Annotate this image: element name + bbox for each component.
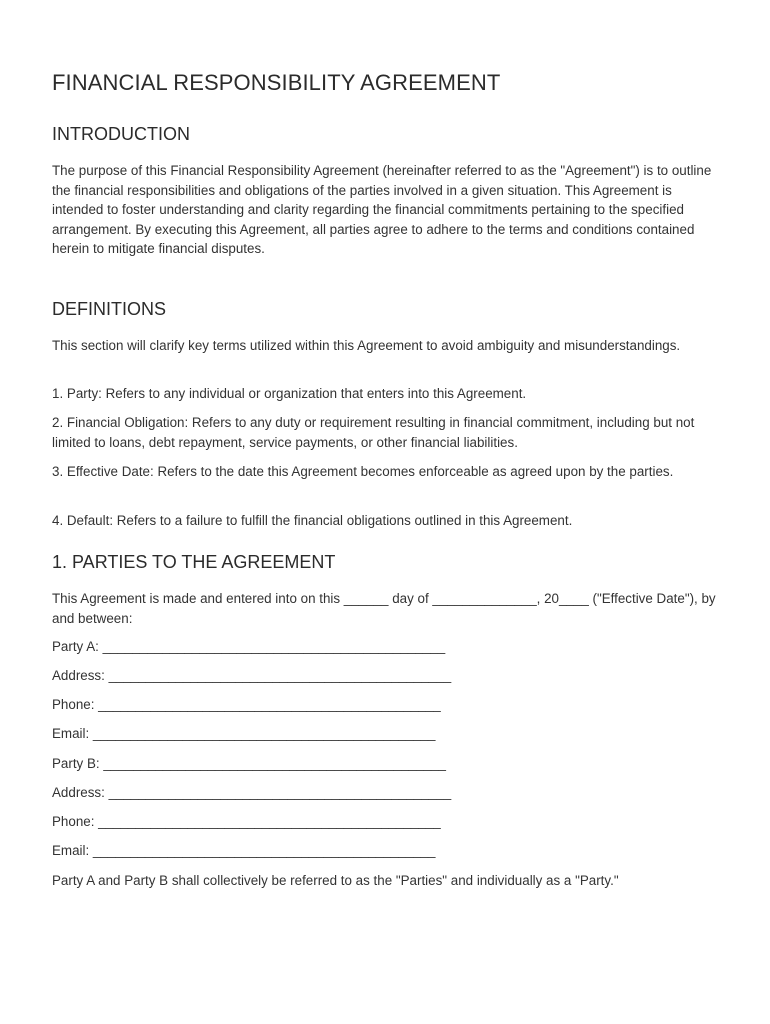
parties-closing: Party A and Party B shall collectively be referred to as the "Parties" and individually as a "Party." (52, 873, 619, 888)
introduction-heading: INTRODUCTION (52, 124, 190, 144)
definition-item-default: 4. Default: Refers to a failure to fulfill the financial obligations outlined in this Agreement. (52, 513, 573, 528)
definition-item-party: 1. Party: Refers to any individual or organization that enters into this Agreement. (52, 386, 527, 401)
party-a-name-field[interactable]: Party A: ______________________________________________ (52, 639, 446, 654)
party-b-name-field[interactable]: Party B: ______________________________________________ (52, 756, 446, 771)
definitions-intro: This section will clarify key terms utilized within this Agreement to avoid ambiguity and misunderstandings. (52, 338, 681, 353)
definitions-heading: DEFINITIONS (52, 299, 167, 319)
introduction-paragraph: The purpose of this Financial Responsibility Agreement (hereinafter referred to as the "Agreement") is to outline the financial responsibilities and obligations of the parties involved in a given situation. This Agreement is intended to foster understanding and clarity regarding the financial commitments pertaining to the specified arrangement. By executing this Agreement, all parties agree to adhere to the terms and conditions contained herein to mitigate financial disputes. (52, 163, 712, 256)
party-b-phone-field[interactable]: Phone: ______________________________________________ (52, 814, 441, 829)
document-title: FINANCIAL RESPONSIBILITY AGREEMENT (52, 70, 501, 95)
party-b-email-field[interactable]: Email: ______________________________________________ (52, 843, 436, 858)
definition-item-financial-obligation: 2. Financial Obligation: Refers to any duty or requirement resulting in financial commitment, including but not limited to loans, debt repayment, service payments, or other financial liabilities. (52, 415, 695, 450)
party-a-email-field[interactable]: Email: ______________________________________________ (52, 726, 436, 741)
parties-heading: 1. PARTIES TO THE AGREEMENT (52, 552, 336, 572)
definition-item-effective-date: 3. Effective Date: Refers to the date this Agreement becomes enforceable as agreed upon by the parties. (52, 464, 674, 479)
party-a-phone-field[interactable]: Phone: ______________________________________________ (52, 697, 441, 712)
party-a-address-field[interactable]: Address: ______________________________________________ (52, 668, 452, 683)
parties-intro: This Agreement is made and entered into on this ______ day of ______________, 20____ ("Effective Date"), by and between: (52, 591, 716, 626)
party-b-address-field[interactable]: Address: ______________________________________________ (52, 785, 452, 800)
